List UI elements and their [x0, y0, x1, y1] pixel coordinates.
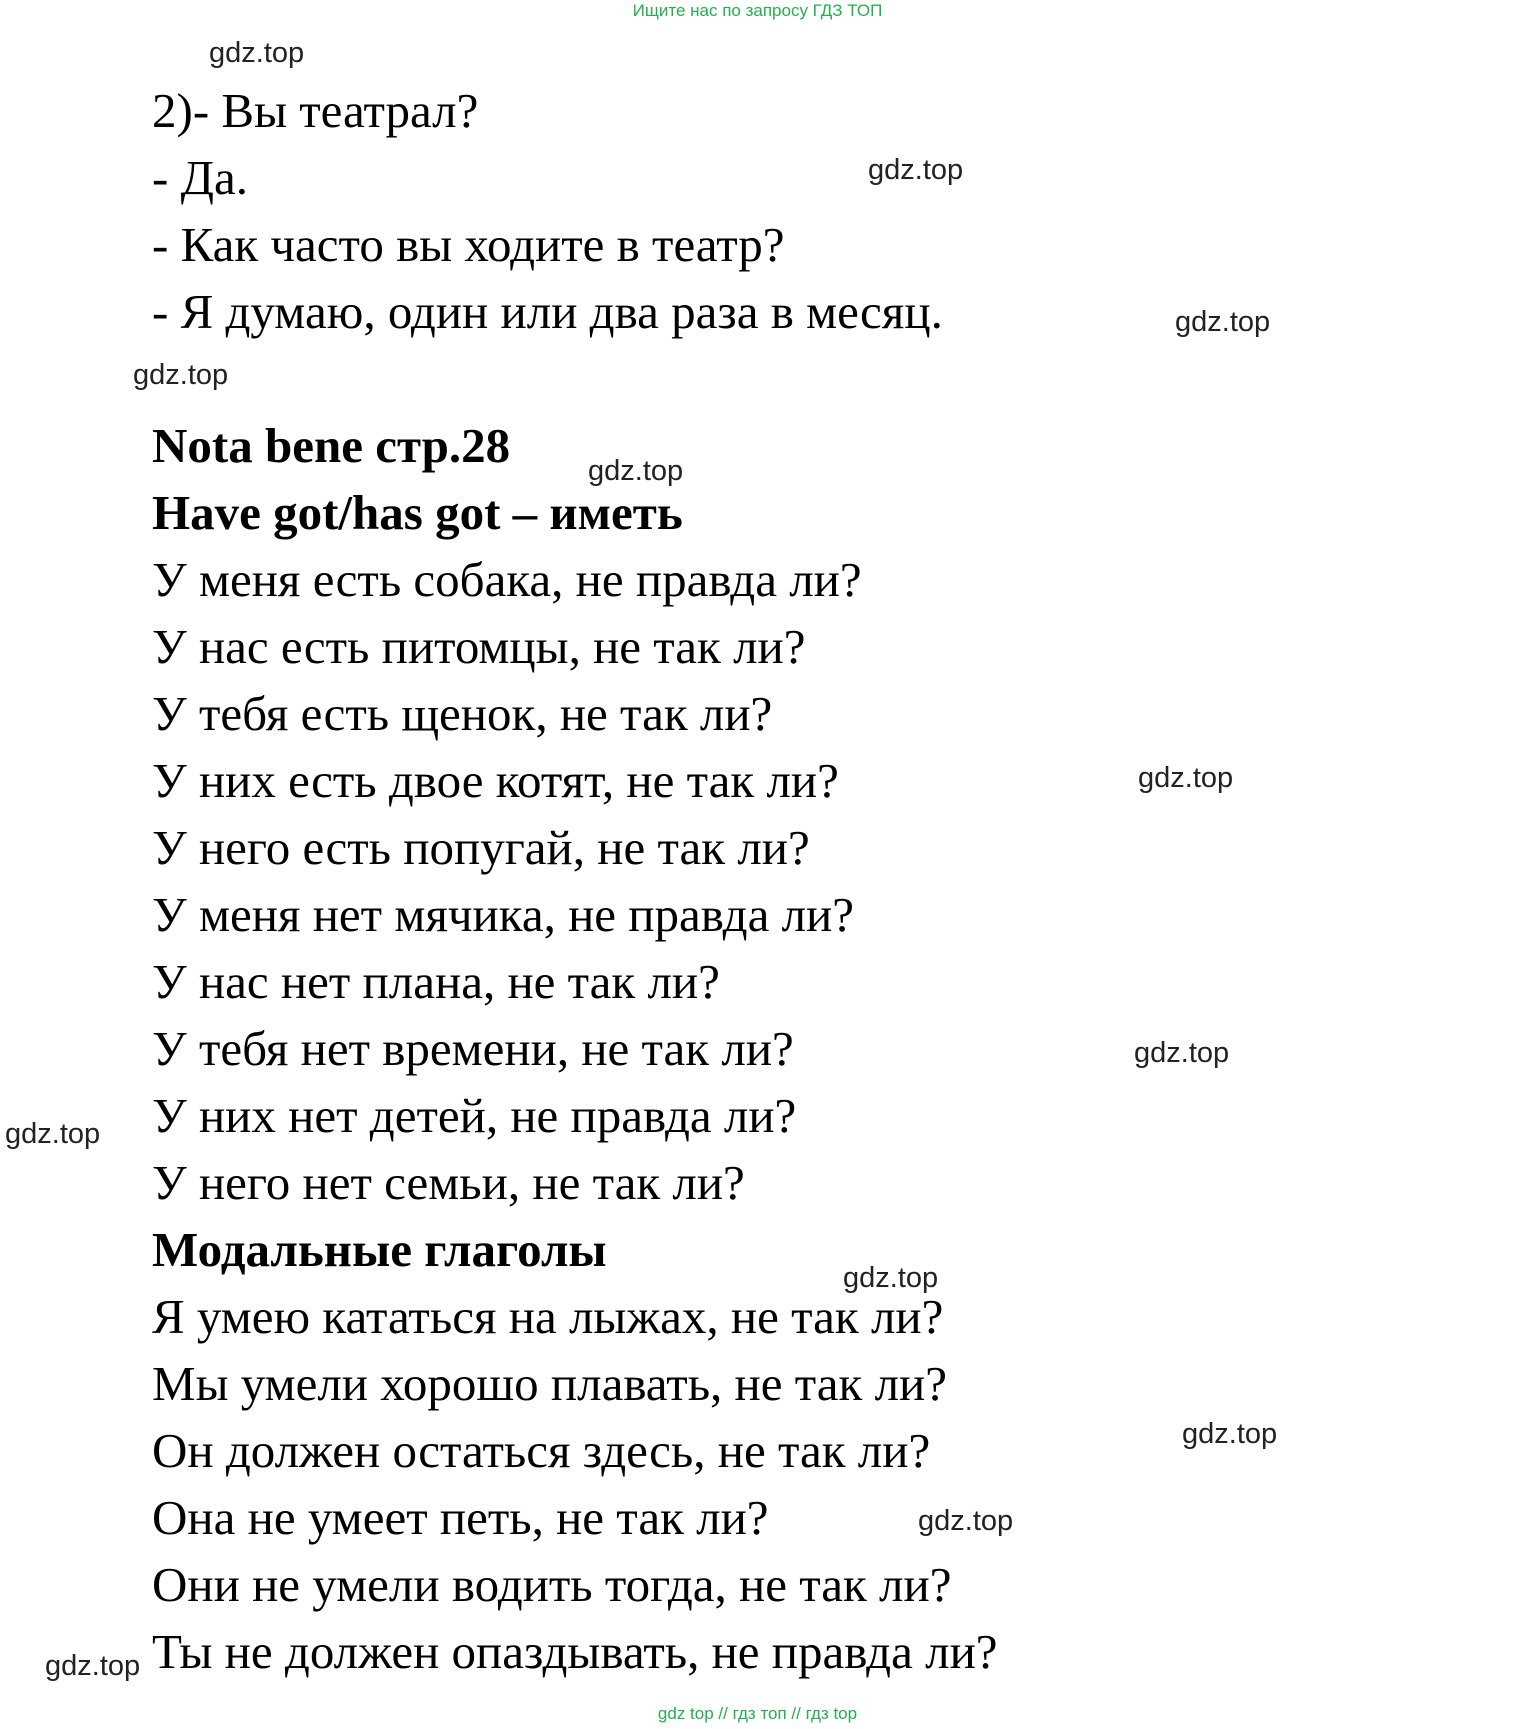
- sentence: У тебя есть щенок, не так ли?: [152, 686, 773, 741]
- sentence: Они не умели водить тогда, не так ли?: [152, 1557, 952, 1612]
- watermark: gdz.top: [209, 37, 305, 69]
- sentence: У них есть двое котят, не так ли?: [152, 753, 839, 808]
- sentence: Я умею кататься на лыжах, не так ли?: [152, 1289, 944, 1344]
- section-title: Nota bene стр.28: [152, 418, 511, 473]
- sentence: Мы умели хорошо плавать, не так ли?: [152, 1356, 948, 1411]
- sentence: У него нет семьи, не так ли?: [152, 1155, 745, 1210]
- watermark: gdz.top: [5, 1118, 101, 1150]
- sentence: Он должен остаться здесь, не так ли?: [152, 1423, 931, 1478]
- subsection-have-got: Have got/has got – иметь: [152, 485, 683, 540]
- watermark: gdz.top: [588, 455, 684, 487]
- dialogue-line: - Я думаю, один или два раза в месяц.: [152, 284, 943, 339]
- dialogue-line: 2)- Вы театрал?: [152, 83, 479, 138]
- sentence: У меня нет мячика, не правда ли?: [152, 887, 855, 942]
- dialogue-line: - Да.: [152, 150, 248, 205]
- sentence: У него есть попугай, не так ли?: [152, 820, 810, 875]
- top-banner: Ищите нас по запросу ГДЗ ТОП: [632, 1, 883, 20]
- watermark: gdz.top: [868, 154, 964, 186]
- sentence: У них нет детей, не правда ли?: [152, 1088, 797, 1143]
- sentence: Она не умеет петь, не так ли?: [152, 1490, 769, 1545]
- sentence: У нас есть питомцы, не так ли?: [152, 619, 806, 674]
- sentence: У нас нет плана, не так ли?: [152, 954, 720, 1009]
- sentence: Ты не должен опаздывать, не правда ли?: [152, 1624, 998, 1679]
- dialogue-line: - Как часто вы ходите в театр?: [152, 217, 785, 272]
- sentence: У меня есть собака, не правда ли?: [152, 552, 862, 607]
- watermark: gdz.top: [1175, 306, 1271, 338]
- watermark: gdz.top: [843, 1262, 939, 1294]
- watermark: gdz.top: [45, 1650, 141, 1682]
- subsection-modal: Модальные глаголы: [152, 1222, 607, 1277]
- watermark: gdz.top: [1134, 1037, 1230, 1069]
- bottom-banner: gdz top // гдз топ // гдз top: [657, 1704, 858, 1723]
- watermark: gdz.top: [1138, 762, 1234, 794]
- sentence: У тебя нет времени, не так ли?: [152, 1021, 794, 1076]
- watermark: gdz.top: [1182, 1418, 1278, 1450]
- watermark: gdz.top: [918, 1505, 1014, 1537]
- watermark: gdz.top: [133, 359, 229, 391]
